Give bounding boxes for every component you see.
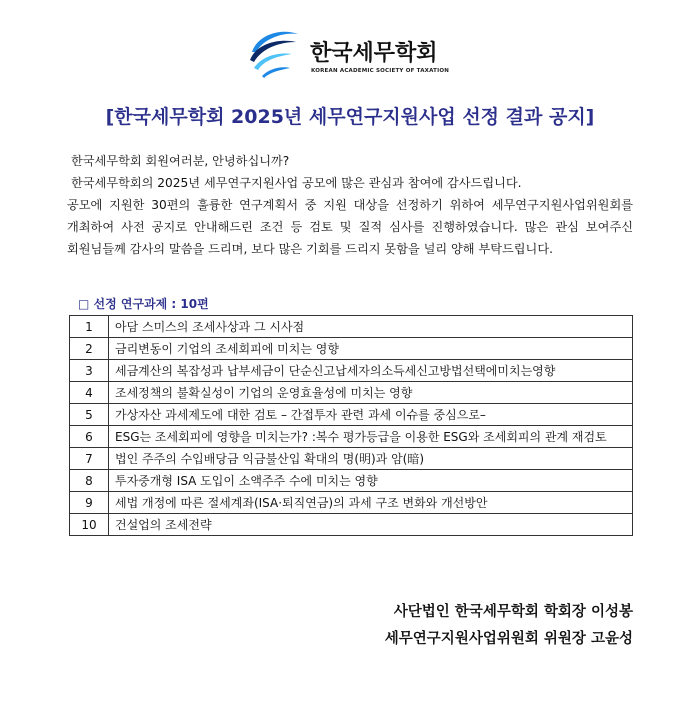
project-number: 3 (70, 360, 109, 382)
table-row (70, 470, 633, 492)
table-row (70, 382, 633, 404)
page-title: [한국세무학회 2025년 세무연구지원사업 선정 결과 공지] (105, 106, 595, 128)
project-title: 가상자산 과세제도에 대한 검토 – 간접투자 관련 과세 이슈를 중심으로– (109, 404, 633, 426)
project-title: 아담 스미스의 조세사상과 그 시사점 (109, 316, 633, 338)
thanks-text: 한국세무학회의 2025년 세무연구지원사업 공모에 많은 관심과 참여에 감사드립니다. (71, 176, 522, 190)
project-title: 투자중개형 ISA 도입이 소액주주 수에 미치는 영향 (109, 470, 633, 492)
project-title: ESG는 조세회피에 영향을 미치는가? :복수 평가등급을 이용한 ESG와 조세회피의 관계 재검토 (109, 426, 633, 448)
project-number: 8 (70, 470, 109, 492)
table-row (70, 514, 633, 536)
society-name: 한국세무학회 (310, 41, 438, 66)
project-number: 6 (70, 426, 109, 448)
table-row (70, 492, 633, 514)
project-number: 5 (70, 404, 109, 426)
signature-president: 사단법인 한국세무학회 학회장 이성봉 (393, 604, 633, 620)
table-row (70, 360, 633, 382)
project-title: 금리변동이 기업의 조세회피에 미치는 영향 (109, 338, 633, 360)
section-heading: □ 선정 연구과제 : 10편 (78, 297, 209, 311)
project-title: 세법 개정에 따른 절세계좌(ISA·퇴직연금)의 과세 구조 변화와 개선방안 (109, 492, 633, 514)
project-number: 7 (70, 448, 109, 470)
table-row (70, 448, 633, 470)
project-number: 10 (70, 514, 109, 536)
project-number: 9 (70, 492, 109, 514)
table-row (70, 316, 633, 338)
project-number: 2 (70, 338, 109, 360)
project-title: 건설업의 조세전략 (109, 514, 633, 536)
project-number: 1 (70, 316, 109, 338)
table-row (70, 426, 633, 448)
society-english-name: KOREAN ACADEMIC SOCIETY OF TAXATION (311, 68, 450, 74)
signature-committee-chair: 세무연구지원사업위원회 위원장 고윤성 (384, 631, 633, 647)
announcement-body (67, 150, 633, 260)
society-logo-icon (244, 24, 304, 84)
project-title: 조세정책의 불확실성이 기업의 운영효율성에 미치는 영향 (109, 382, 633, 404)
selected-projects-table (69, 315, 633, 536)
table-row (70, 404, 633, 426)
table-row (70, 338, 633, 360)
greeting-text: 한국세무학회 회원여러분, 안녕하십니까? (71, 154, 290, 168)
society-logo (244, 24, 450, 84)
project-title: 세금계산의 복잡성과 납부세금이 단순신고납세자의소득세신고방법선택에미치는영향 (109, 360, 633, 382)
project-title: 법인 주주의 수입배당금 익금불산입 확대의 명(明)과 암(暗) (109, 448, 633, 470)
announcement-paragraph: 공모에 지원한 30편의 훌륭한 연구계획서 중 지원 대상을 선정하기 위하여 세무연구지원사업위원회를 개최하여 사전 공지로 안내해드린 조건 등 검토 및 질적 심사를 진행하였습니다. 많은 관심 보여주신 회원님들께 감사의 말씀을 드리며, 보다 많은 기회를 드리지 못함을 널리 양해 부탁드립니다. (67, 198, 633, 256)
project-number: 4 (70, 382, 109, 404)
